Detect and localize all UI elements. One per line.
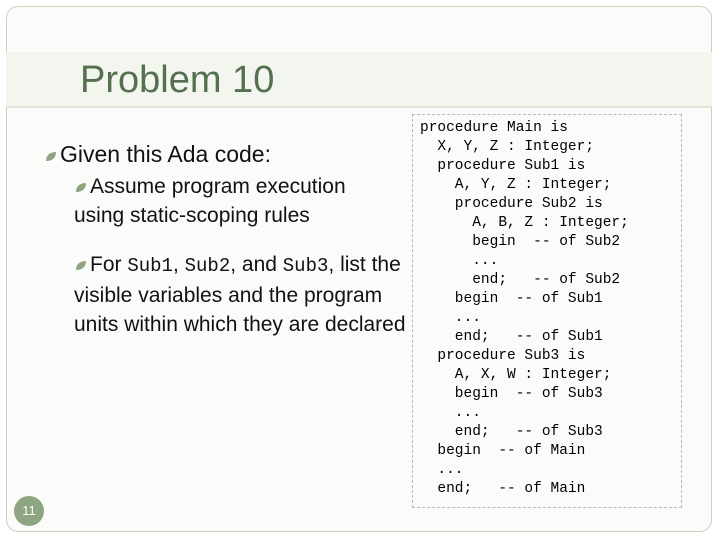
leaf-bullet-icon [44, 150, 58, 162]
slide-title: Problem 10 [80, 59, 275, 101]
code-line: A, X, W : Integer; [420, 367, 612, 383]
code-line: ... [420, 253, 499, 269]
code-line: begin -- of Sub3 [420, 386, 603, 402]
code-line: ... [420, 405, 481, 421]
code-line: begin -- of Sub2 [420, 234, 621, 250]
code-sub1: Sub1 [127, 255, 173, 277]
bullet-assume-text: Assume program execution using static-scoping rules [74, 175, 346, 227]
code-line: ... [420, 462, 464, 478]
bullet-given [44, 140, 271, 168]
code-line: end; -- of Sub1 [420, 329, 603, 345]
bullet-for-rest: list the visible variables and the program units within which they are declared [74, 253, 406, 336]
code-line: X, Y, Z : Integer; [420, 139, 595, 155]
bullet-assume [74, 172, 394, 230]
bullet-for-prefix: For [90, 253, 128, 276]
code-line: end; -- of Sub2 [420, 272, 621, 288]
separator: , and [230, 253, 283, 276]
code-line: begin -- of Main [420, 443, 586, 459]
title-divider [6, 106, 712, 108]
code-line: begin -- of Sub1 [420, 291, 603, 307]
separator: , [172, 253, 185, 276]
code-line: procedure Sub2 is [420, 196, 603, 212]
separator: , [328, 253, 335, 276]
bullet-for [74, 250, 414, 339]
slide-number: 11 [14, 496, 44, 526]
leaf-bullet-icon [74, 259, 88, 271]
bullet-given-text: Given this Ada code: [60, 141, 271, 167]
code-line: procedure Sub3 is [420, 348, 586, 364]
leaf-bullet-icon [74, 181, 88, 193]
code-sub3: Sub3 [282, 255, 329, 277]
code-line: end; -- of Sub3 [420, 424, 603, 440]
code-line: end; -- of Main [420, 481, 586, 497]
code-line: A, Y, Z : Integer; [420, 177, 612, 193]
code-line: A, B, Z : Integer; [420, 215, 629, 231]
code-line: procedure Sub1 is [420, 158, 586, 174]
code-line: procedure Main is [420, 120, 568, 136]
code-sub2: Sub2 [184, 255, 231, 277]
code-line: ... [420, 310, 481, 326]
